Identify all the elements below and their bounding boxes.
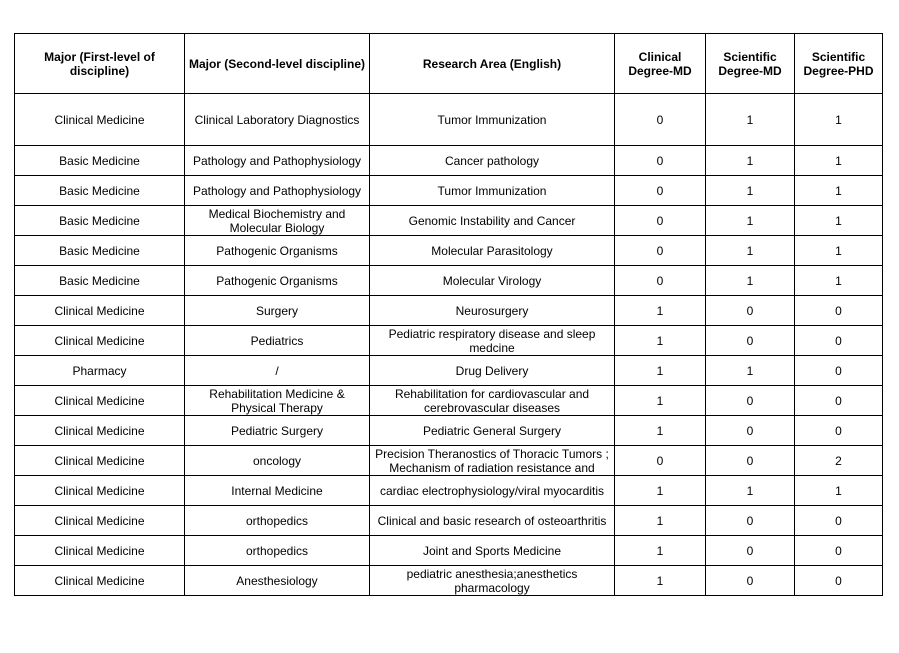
cell-research-area: Rehabilitation for cardiovascular and cerebrovascular diseases bbox=[370, 386, 615, 416]
cell-clinical-degree-md: 1 bbox=[615, 326, 706, 356]
table-row bbox=[15, 476, 883, 506]
header-research-area: Research Area (English) bbox=[370, 34, 615, 94]
cell-clinical-degree-md: 1 bbox=[615, 566, 706, 596]
table-row bbox=[15, 506, 883, 536]
table-row bbox=[15, 416, 883, 446]
cell-first-level-major: Basic Medicine bbox=[15, 206, 185, 236]
cell-research-area: cardiac electrophysiology/viral myocarditis bbox=[370, 476, 615, 506]
cell-scientific-degree-phd: 1 bbox=[795, 94, 883, 146]
cell-first-level-major: Pharmacy bbox=[15, 356, 185, 386]
cell-clinical-degree-md: 1 bbox=[615, 416, 706, 446]
header-scientific-degree-phd: Scientific Degree-PHD bbox=[795, 34, 883, 94]
cell-scientific-degree-phd: 0 bbox=[795, 506, 883, 536]
cell-clinical-degree-md: 1 bbox=[615, 536, 706, 566]
cell-scientific-degree-md: 1 bbox=[706, 176, 795, 206]
table-row bbox=[15, 446, 883, 476]
cell-second-level-major: Clinical Laboratory Diagnostics bbox=[185, 94, 370, 146]
cell-second-level-major: Pediatrics bbox=[185, 326, 370, 356]
cell-second-level-major: Medical Biochemistry and Molecular Biology bbox=[185, 206, 370, 236]
cell-first-level-major: Clinical Medicine bbox=[15, 296, 185, 326]
cell-scientific-degree-md: 0 bbox=[706, 446, 795, 476]
cell-scientific-degree-md: 0 bbox=[706, 536, 795, 566]
cell-research-area: Genomic Instability and Cancer bbox=[370, 206, 615, 236]
cell-scientific-degree-phd: 2 bbox=[795, 446, 883, 476]
cell-research-area: Molecular Parasitology bbox=[370, 236, 615, 266]
cell-second-level-major: Internal Medicine bbox=[185, 476, 370, 506]
cell-clinical-degree-md: 0 bbox=[615, 94, 706, 146]
cell-scientific-degree-md: 1 bbox=[706, 94, 795, 146]
cell-scientific-degree-phd: 0 bbox=[795, 386, 883, 416]
cell-clinical-degree-md: 0 bbox=[615, 236, 706, 266]
cell-second-level-major: Pathology and Pathophysiology bbox=[185, 146, 370, 176]
table-row bbox=[15, 94, 883, 146]
table-row bbox=[15, 326, 883, 356]
cell-first-level-major: Clinical Medicine bbox=[15, 506, 185, 536]
cell-first-level-major: Clinical Medicine bbox=[15, 446, 185, 476]
cell-second-level-major: orthopedics bbox=[185, 506, 370, 536]
cell-first-level-major: Clinical Medicine bbox=[15, 476, 185, 506]
cell-second-level-major: Pathogenic Organisms bbox=[185, 266, 370, 296]
cell-research-area: Tumor Immunization bbox=[370, 176, 615, 206]
cell-second-level-major: Pathogenic Organisms bbox=[185, 236, 370, 266]
cell-second-level-major: Rehabilitation Medicine & Physical Therapy bbox=[185, 386, 370, 416]
cell-scientific-degree-md: 0 bbox=[706, 386, 795, 416]
cell-scientific-degree-md: 1 bbox=[706, 146, 795, 176]
cell-research-area: Pediatric General Surgery bbox=[370, 416, 615, 446]
cell-research-area: Drug Delivery bbox=[370, 356, 615, 386]
cell-second-level-major: / bbox=[185, 356, 370, 386]
cell-scientific-degree-phd: 0 bbox=[795, 416, 883, 446]
cell-research-area: Tumor Immunization bbox=[370, 94, 615, 146]
header-clinical-degree-md: Clinical Degree-MD bbox=[615, 34, 706, 94]
table-row bbox=[15, 386, 883, 416]
cell-clinical-degree-md: 1 bbox=[615, 296, 706, 326]
cell-scientific-degree-phd: 0 bbox=[795, 536, 883, 566]
cell-scientific-degree-md: 0 bbox=[706, 326, 795, 356]
cell-scientific-degree-md: 1 bbox=[706, 476, 795, 506]
cell-second-level-major: Surgery bbox=[185, 296, 370, 326]
cell-first-level-major: Clinical Medicine bbox=[15, 536, 185, 566]
header-first-level-major: Major (First-level of discipline) bbox=[15, 34, 185, 94]
cell-scientific-degree-md: 0 bbox=[706, 416, 795, 446]
cell-clinical-degree-md: 0 bbox=[615, 176, 706, 206]
majors-table bbox=[14, 33, 883, 596]
cell-scientific-degree-md: 1 bbox=[706, 206, 795, 236]
cell-research-area: Molecular Virology bbox=[370, 266, 615, 296]
cell-scientific-degree-phd: 1 bbox=[795, 476, 883, 506]
cell-research-area: Clinical and basic research of osteoarthritis bbox=[370, 506, 615, 536]
cell-clinical-degree-md: 1 bbox=[615, 476, 706, 506]
cell-scientific-degree-md: 1 bbox=[706, 356, 795, 386]
cell-clinical-degree-md: 1 bbox=[615, 356, 706, 386]
table-row bbox=[15, 566, 883, 596]
cell-scientific-degree-phd: 0 bbox=[795, 566, 883, 596]
cell-research-area: Pediatric respiratory disease and sleep medcine bbox=[370, 326, 615, 356]
table-row bbox=[15, 236, 883, 266]
cell-first-level-major: Clinical Medicine bbox=[15, 416, 185, 446]
header-scientific-degree-md: Scientific Degree-MD bbox=[706, 34, 795, 94]
cell-first-level-major: Clinical Medicine bbox=[15, 386, 185, 416]
cell-scientific-degree-phd: 0 bbox=[795, 296, 883, 326]
table-row bbox=[15, 176, 883, 206]
cell-clinical-degree-md: 1 bbox=[615, 506, 706, 536]
cell-clinical-degree-md: 0 bbox=[615, 446, 706, 476]
cell-scientific-degree-md: 0 bbox=[706, 506, 795, 536]
cell-first-level-major: Basic Medicine bbox=[15, 236, 185, 266]
cell-research-area: Precision Theranostics of Thoracic Tumors ; Mechanism of radiation resistance and bbox=[370, 446, 615, 476]
table-row bbox=[15, 536, 883, 566]
table-row bbox=[15, 266, 883, 296]
table-row bbox=[15, 206, 883, 236]
table-body bbox=[15, 94, 883, 596]
cell-scientific-degree-phd: 1 bbox=[795, 236, 883, 266]
cell-research-area: Neurosurgery bbox=[370, 296, 615, 326]
cell-research-area: pediatric anesthesia;anesthetics pharmacology bbox=[370, 566, 615, 596]
table-row bbox=[15, 296, 883, 326]
cell-scientific-degree-phd: 0 bbox=[795, 356, 883, 386]
cell-scientific-degree-phd: 1 bbox=[795, 146, 883, 176]
cell-clinical-degree-md: 0 bbox=[615, 206, 706, 236]
cell-second-level-major: Pathology and Pathophysiology bbox=[185, 176, 370, 206]
cell-second-level-major: Anesthesiology bbox=[185, 566, 370, 596]
cell-first-level-major: Clinical Medicine bbox=[15, 326, 185, 356]
cell-scientific-degree-phd: 1 bbox=[795, 266, 883, 296]
cell-scientific-degree-md: 0 bbox=[706, 296, 795, 326]
cell-first-level-major: Clinical Medicine bbox=[15, 566, 185, 596]
cell-first-level-major: Basic Medicine bbox=[15, 266, 185, 296]
cell-first-level-major: Basic Medicine bbox=[15, 146, 185, 176]
cell-scientific-degree-phd: 1 bbox=[795, 206, 883, 236]
cell-scientific-degree-phd: 0 bbox=[795, 326, 883, 356]
cell-clinical-degree-md: 0 bbox=[615, 266, 706, 296]
cell-first-level-major: Basic Medicine bbox=[15, 176, 185, 206]
cell-clinical-degree-md: 0 bbox=[615, 146, 706, 176]
table-row bbox=[15, 356, 883, 386]
table-row bbox=[15, 146, 883, 176]
cell-scientific-degree-phd: 1 bbox=[795, 176, 883, 206]
cell-second-level-major: Pediatric Surgery bbox=[185, 416, 370, 446]
cell-second-level-major: oncology bbox=[185, 446, 370, 476]
header-second-level-major: Major (Second-level discipline) bbox=[185, 34, 370, 94]
cell-clinical-degree-md: 1 bbox=[615, 386, 706, 416]
header-row bbox=[15, 34, 883, 94]
cell-scientific-degree-md: 1 bbox=[706, 266, 795, 296]
cell-research-area: Joint and Sports Medicine bbox=[370, 536, 615, 566]
cell-research-area: Cancer pathology bbox=[370, 146, 615, 176]
cell-scientific-degree-md: 0 bbox=[706, 566, 795, 596]
cell-second-level-major: orthopedics bbox=[185, 536, 370, 566]
cell-scientific-degree-md: 1 bbox=[706, 236, 795, 266]
cell-first-level-major: Clinical Medicine bbox=[15, 94, 185, 146]
